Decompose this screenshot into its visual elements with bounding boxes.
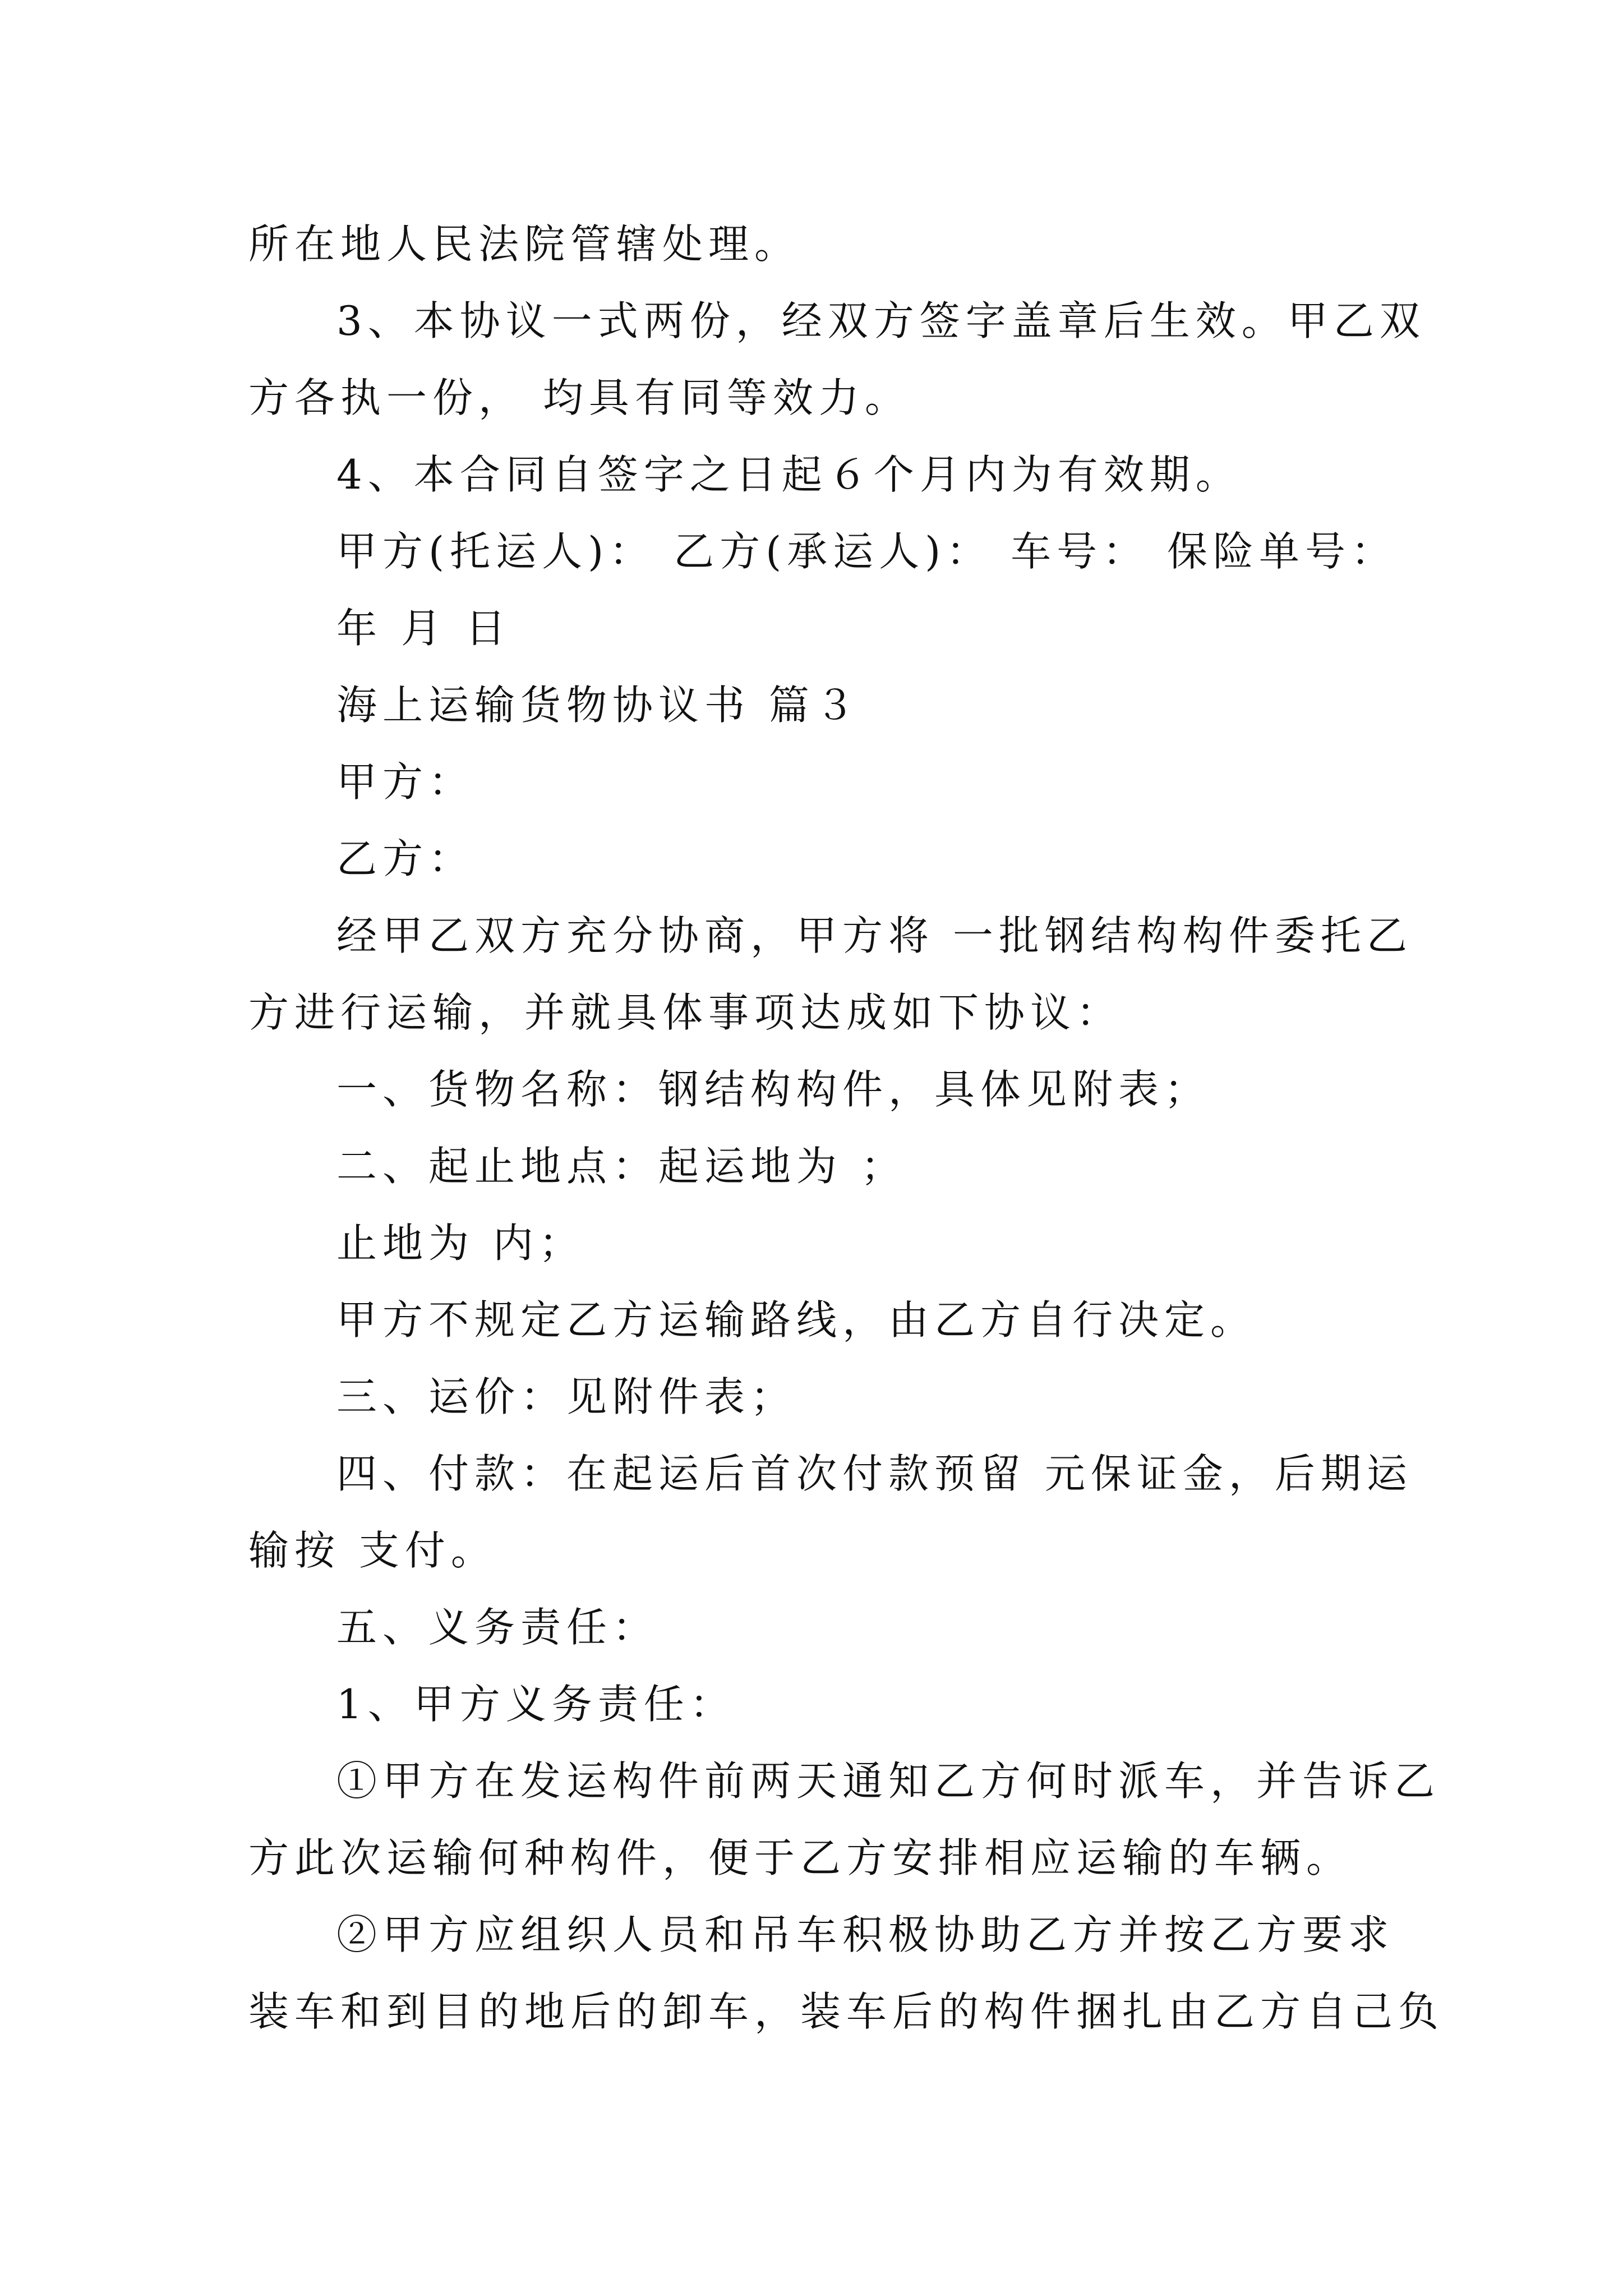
text-line: 二、起止地点：起运地为 ； [336, 1143, 907, 1190]
text-line: 装车和到目的地后的卸车，装车后的构件捆扎由乙方自己负 [248, 1988, 1445, 2035]
text-line: 一、货物名称：钢结构构件，具体见附表； [336, 1066, 1211, 1113]
text-line: 经甲乙双方充分协商，甲方将 一批钢结构构件委托乙 [336, 912, 1413, 959]
text-line: 方此次运输何种构件，便于乙方安排相应运输的车辆。 [248, 1834, 1353, 1881]
text-line: 方各执一份， 均具有同等效力。 [248, 374, 911, 421]
text-line: 甲方不规定乙方运输路线，由乙方自行决定。 [336, 1296, 1257, 1343]
text-line: ①甲方在发运构件前两天通知乙方何时派车，并告诉乙 [336, 1757, 1441, 1805]
text-line: 4、本合同自签字之日起６个月内为有效期。 [336, 451, 1242, 498]
text-line: 四、付款：在起运后首次付款预留 元保证金，后期运 [336, 1450, 1413, 1497]
text-line: 三、运价：见附件表； [336, 1373, 797, 1420]
text-line: 所在地人民法院管辖处理。 [248, 220, 801, 268]
text-line: 甲方： [336, 758, 475, 806]
text-line: 1、甲方义务责任： [336, 1681, 736, 1728]
section-heading: 海上运输货物协议书 篇３ [336, 682, 861, 729]
text-line: 乙方： [336, 835, 475, 882]
text-line: 年 月 日 [336, 605, 511, 652]
text-line: 3、本协议一式两份，经双方签字盖章后生效。甲乙双 [336, 297, 1426, 344]
text-line: ②甲方应组织人员和吊车积极协助乙方并按乙方要求 [336, 1911, 1395, 1958]
text-line: 输按 支付。 [248, 1527, 497, 1574]
text-line: 甲方(托运人)： 乙方(承运人)： 车号： 保险单号： [336, 528, 1398, 575]
text-line: 五、义务责任： [336, 1604, 659, 1651]
text-line: 方进行运输，并就具体事项达成如下协议： [248, 989, 1123, 1036]
text-line: 止地为 内； [336, 1220, 585, 1267]
